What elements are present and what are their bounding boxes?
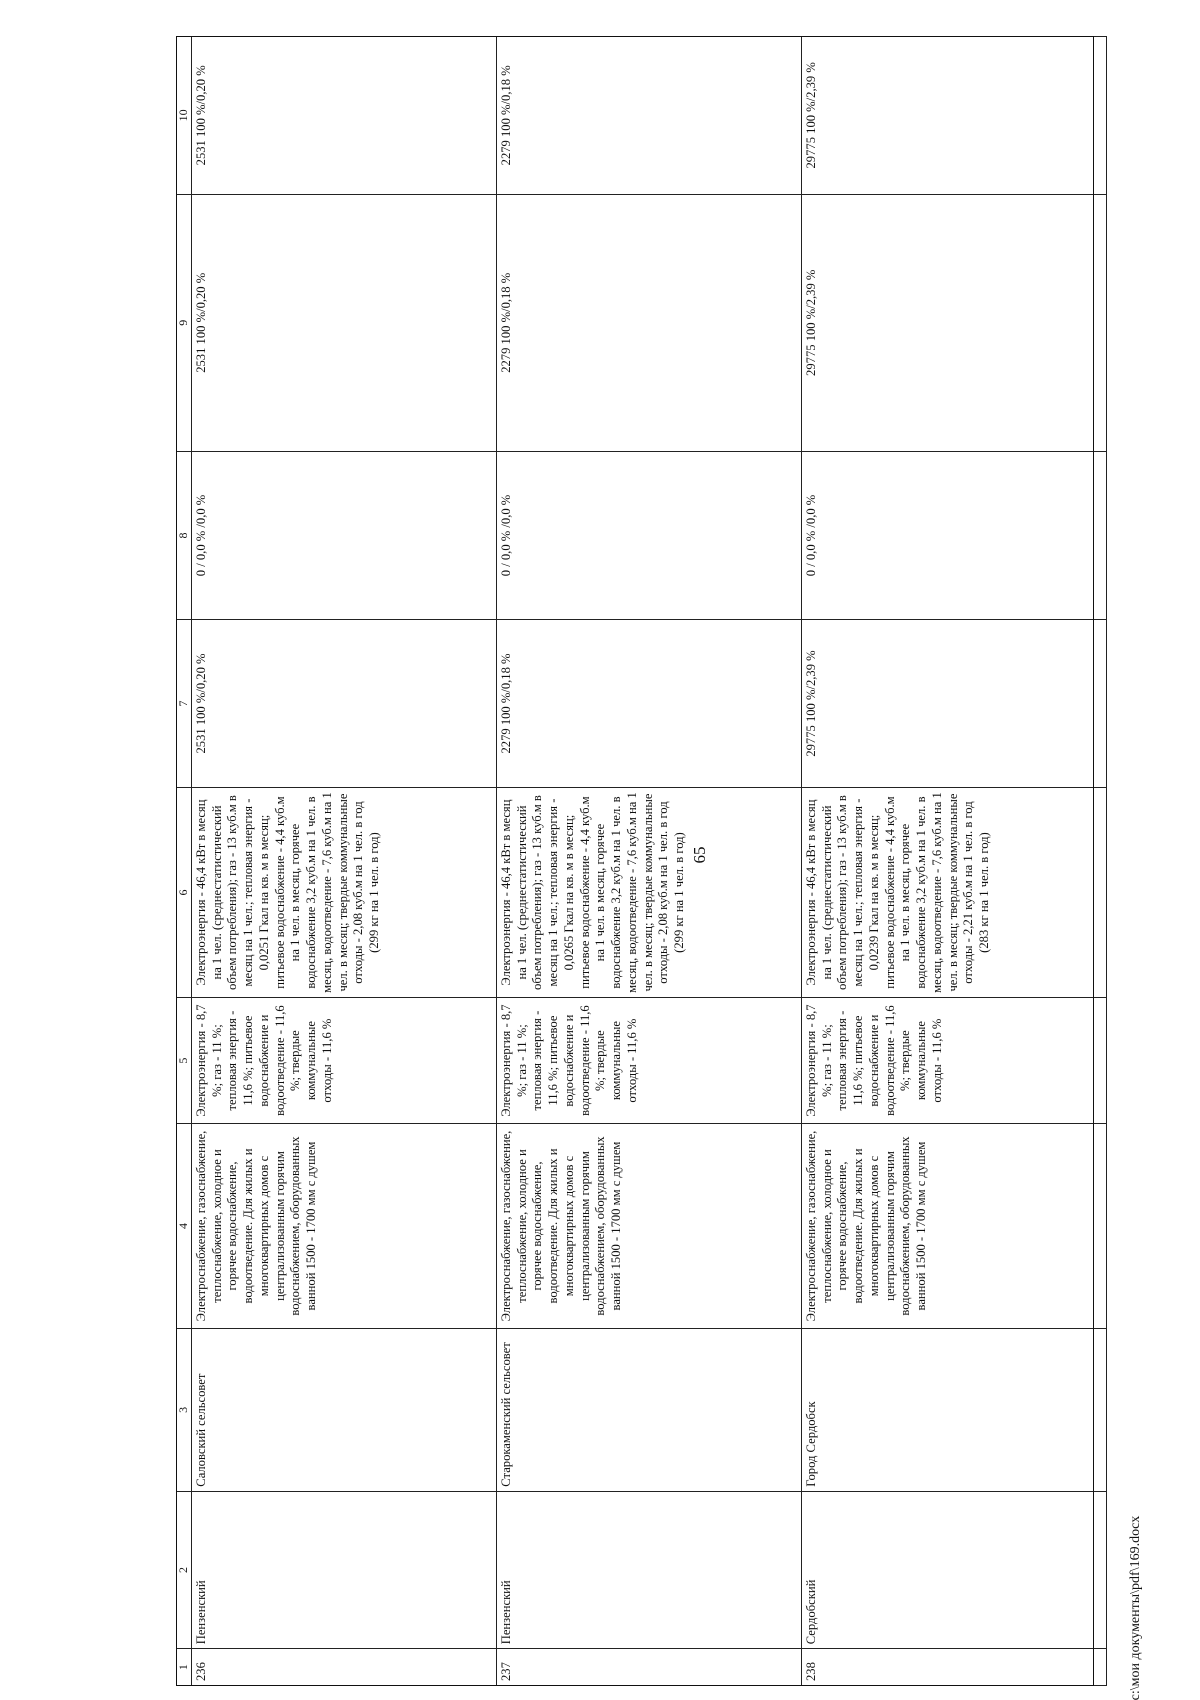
column-number: 10 xyxy=(177,37,192,195)
value-cell-9: 2279 100 %/0,18 % xyxy=(497,194,802,451)
table-row xyxy=(802,37,1107,1686)
volumes-cell: Электроэнергия - 46,4 кВт в месяц на 1 чел. (среднестатистический объем потребления); газ - 13 куб.м в месяц на 1 чел.; тепловая энергия - 0,0265 Гкал на кв. м в месяц; питьевое водоснабжение - 4,4 куб.м на 1 чел. в месяц, горячее водоснабжение 3,2 куб.м на 1 чел. в месяц, водоотведение - 7,6 куб.м на 1 чел. в месяц; твердые коммунальные отходы - 2,08 куб.м на 1 чел. в год (299 кг на 1 чел. в год) xyxy=(497,788,802,998)
column-number: 1 xyxy=(177,1649,192,1686)
page-number: 65 xyxy=(690,846,709,864)
value-cell-10: 29775 100 %/2,39 % xyxy=(802,37,1107,195)
services-cell: Электроснабжение, газоснабжение, теплоснабжение, холодное и горячее водоснабжение, водоотведение. Для жилых и многоквартирных домов с централизованным горячим водоснабжением, оборудованных ванной 1500 - 1700 мм с душем xyxy=(192,1124,497,1329)
tariff-table xyxy=(176,36,1107,1686)
row-number: 237 xyxy=(497,1649,802,1686)
row-number: 236 xyxy=(192,1649,497,1686)
settlement-cell: Старокаменский сельсовет xyxy=(497,1328,802,1491)
column-number: 6 xyxy=(177,788,192,998)
tariff-table-container xyxy=(176,36,1094,1686)
value-cell-10: 2531 100 %/0,20 % xyxy=(192,37,497,195)
value-cell-9: 2531 100 %/0,20 % xyxy=(192,194,497,451)
table-row xyxy=(497,37,802,1686)
volumes-cell: Электроэнергия - 46,4 кВт в месяц на 1 чел. (среднестатистический объем потребления); газ - 13 куб.м в месяц на 1 чел.; тепловая энергия - 0,0239 Гкал на кв. м в месяц; питьевое водоснабжение - 4,4 куб.м на 1 чел. в месяц, горячее водоснабжение 3,2 куб.м на 1 чел. в месяц, водоотведение - 7,6 куб.м на 1 чел. в месяц; твердые коммунальные отходы - 2,21 куб.м на 1 чел. в год (283 кг на 1 чел. в год) xyxy=(802,788,1107,998)
column-number: 3 xyxy=(177,1328,192,1491)
district-cell: Сердобский xyxy=(802,1491,1107,1649)
value-cell-8: 0 / 0,0 % /0,0 % xyxy=(192,451,497,619)
weights-cell: Электроэнергия - 8,7 %; газ - 11 %; тепловая энергия - 11,6 %; питьевое водоснабжение и водоотведение - 11,6 %; твердые коммунальные отходы - 11,6 % xyxy=(192,998,497,1124)
column-number: 4 xyxy=(177,1124,192,1329)
district-cell: Пензенский xyxy=(192,1491,497,1649)
column-number-row xyxy=(177,37,192,1686)
value-cell-7: 29775 100 %/2,39 % xyxy=(802,619,1107,787)
column-number: 2 xyxy=(177,1491,192,1649)
settlement-cell: Город Сердобск xyxy=(802,1328,1107,1491)
value-cell-7: 2279 100 %/0,18 % xyxy=(497,619,802,787)
services-cell: Электроснабжение, газоснабжение, теплоснабжение, холодное и горячее водоснабжение, водоотведение. Для жилых и многоквартирных домов с централизованным горячим водоснабжением, оборудованных ванной 1500 - 1700 мм с душем xyxy=(802,1124,1107,1329)
value-cell-10: 2279 100 %/0,18 % xyxy=(497,37,802,195)
settlement-cell: Саловский сельсовет xyxy=(192,1328,497,1491)
row-number: 238 xyxy=(802,1649,1107,1686)
footer-file-path: c:\мои документы\pdf\169.docx xyxy=(1128,1515,1143,1700)
value-cell-7: 2531 100 %/0,20 % xyxy=(192,619,497,787)
weights-cell: Электроэнергия - 8,7 %; газ - 11 %; тепловая энергия - 11,6 %; питьевое водоснабжение и водоотведение - 11,6 %; твердые коммунальные отходы - 11,6 % xyxy=(802,998,1107,1124)
table-row xyxy=(192,37,497,1686)
weights-cell: Электроэнергия - 8,7 %; газ - 11 %; тепловая энергия - 11,6 %; питьевое водоснабжение и водоотведение - 11,6 %; твердые коммунальные отходы - 11,6 % xyxy=(497,998,802,1124)
value-cell-8: 0 / 0,0 % /0,0 % xyxy=(497,451,802,619)
value-cell-9: 29775 100 %/2,39 % xyxy=(802,194,1107,451)
value-cell-8: 0 / 0,0 % /0,0 % xyxy=(802,451,1107,619)
district-cell: Пензенский xyxy=(497,1491,802,1649)
column-number: 9 xyxy=(177,194,192,451)
column-number: 8 xyxy=(177,451,192,619)
column-number: 5 xyxy=(177,998,192,1124)
volumes-cell: Электроэнергия - 46,4 кВт в месяц на 1 чел. (среднестатистический объем потребления); газ - 13 куб.м в месяц на 1 чел.; тепловая энергия - 0,0251 Гкал на кв. м в месяц; питьевое водоснабжение - 4,4 куб.м на 1 чел. в месяц, горячее водоснабжение 3,2 куб.м на 1 чел. в месяц, водоотведение - 7,6 куб.м на 1 чел. в месяц; твердые коммунальные отходы - 2,08 куб.м на 1 чел. в год (299 кг на 1 чел. в год) xyxy=(192,788,497,998)
services-cell: Электроснабжение, газоснабжение, теплоснабжение, холодное и горячее водоснабжение, водоотведение. Для жилых и многоквартирных домов с централизованным горячим водоснабжением, оборудованных ванной 1500 - 1700 мм с душем xyxy=(497,1124,802,1329)
column-number: 7 xyxy=(177,619,192,787)
